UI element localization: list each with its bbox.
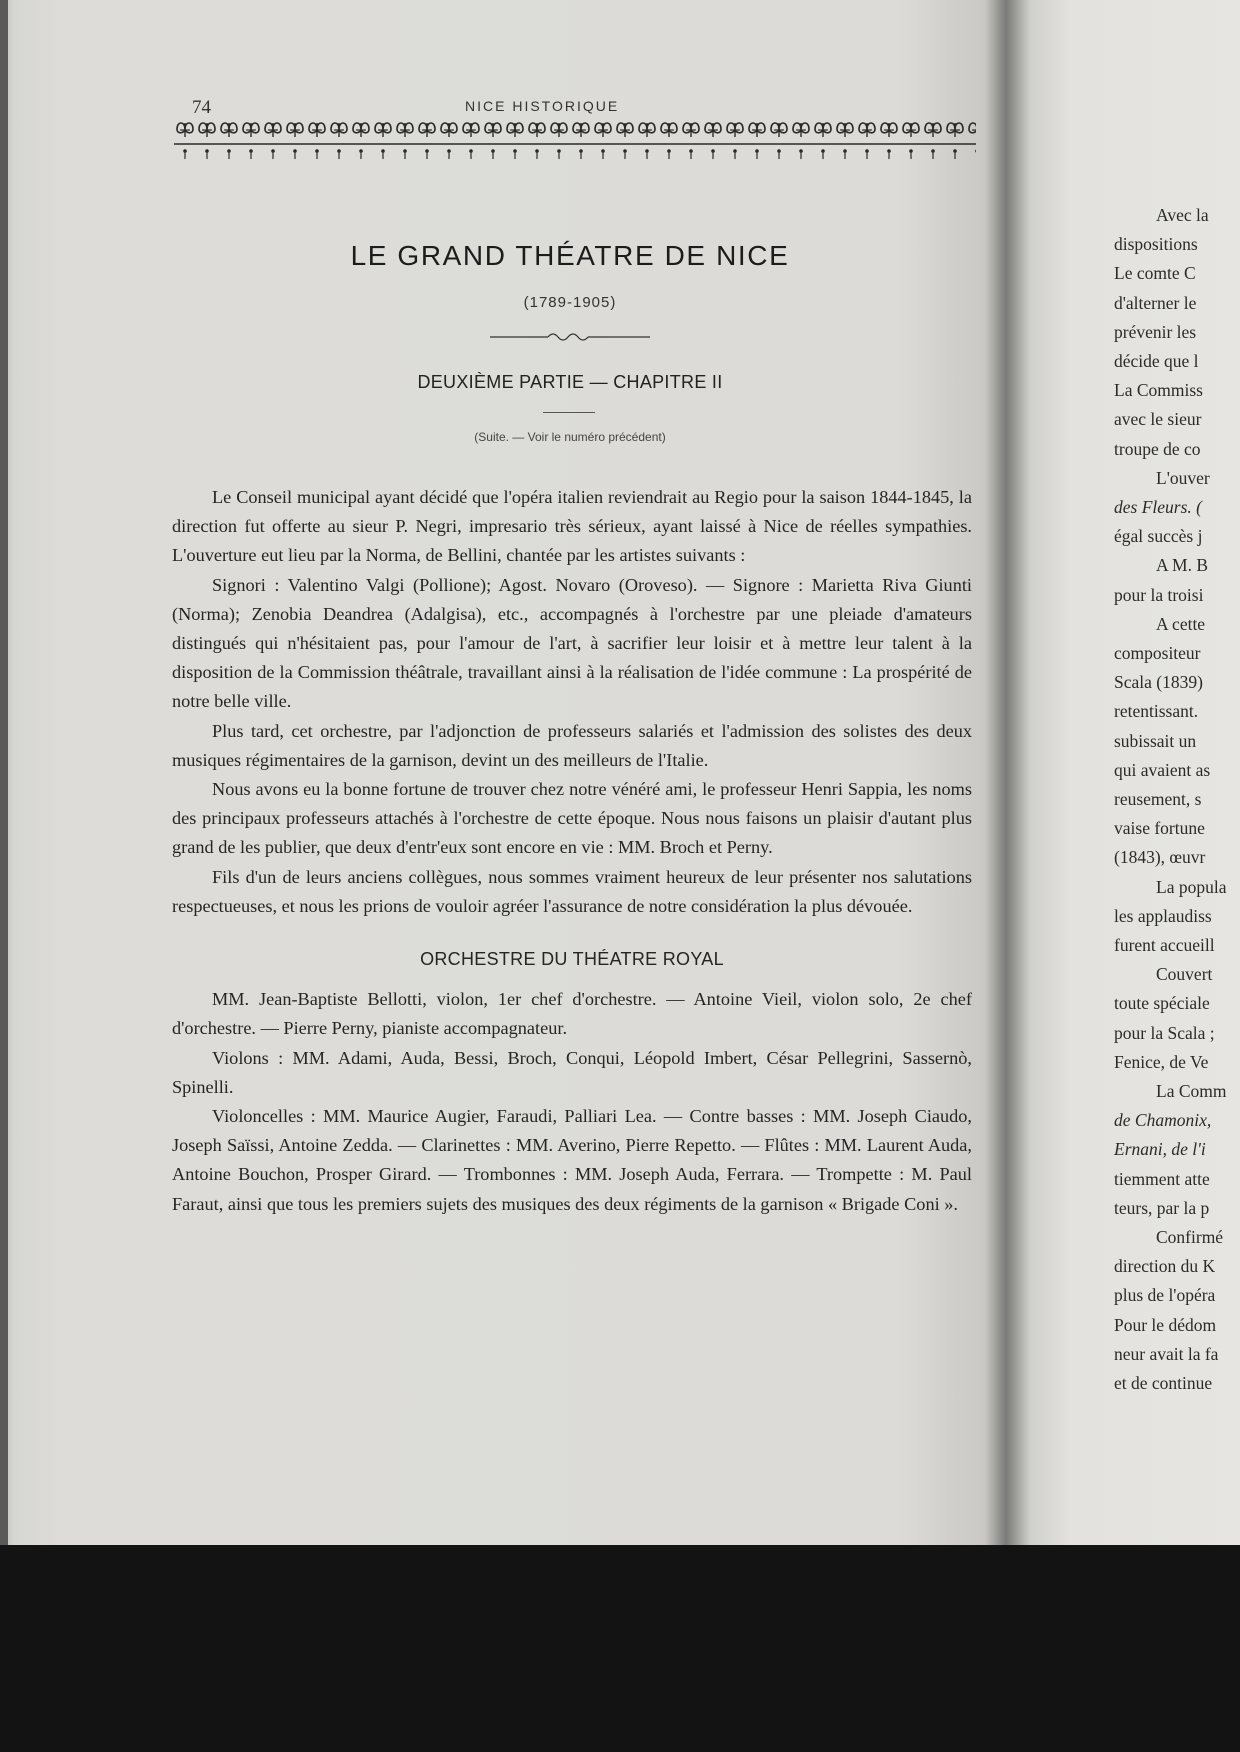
- facing-page-line: direction du K: [1114, 1256, 1216, 1277]
- orchestra-entry: Violons : MM. Adami, Auda, Bessi, Broch, Conqui, Léopold Imbert, César Pellegrini, Sassernò, Spinelli.: [172, 1047, 972, 1097]
- facing-page-line: les applaudiss: [1114, 905, 1212, 926]
- facing-page-line: pour la Scala ;: [1114, 1022, 1215, 1043]
- section-heading: ORCHESTRE DU THÉATRE ROYAL: [420, 949, 724, 970]
- running-head: [160, 93, 980, 119]
- paragraph: Nous avons eu la bonne fortune de trouver chez notre vénéré ami, le professeur Henri Sappia, les noms des principaux professeurs attachés à l'orchestre de cette époque. Nous nous faisons un plaisir d'autant plus grand de les publier, que deux d'entr'eux sont encore en vie : MM. Broch et Perny.: [172, 779, 972, 858]
- facing-page-line: teurs, par la p: [1114, 1197, 1210, 1218]
- facing-page-line: de Chamonix,: [1114, 1110, 1212, 1131]
- facing-page-line: tiemment atte: [1114, 1168, 1210, 1189]
- facing-page-line: compositeur: [1114, 643, 1201, 663]
- left-page: [160, 0, 980, 1545]
- facing-page-line: plus de l'opéra: [1114, 1285, 1216, 1306]
- facing-page-line: troupe de co: [1114, 438, 1201, 459]
- paragraph: Fils d'un de leurs anciens collègues, nous sommes vraiment heureux de leur présenter nos salutations respectueuses, et nous les prions de vouloir agréer l'assurance de notre considération la plus dévouée.: [172, 866, 972, 916]
- paragraph: Le Conseil municipal ayant décidé que l'opéra italien reviendrait au Regio pour la saison 1844-1845, la direction fut offerte au sieur P. Negri, impresario très sérieux, ayant laissé à Nice de réelles sympathies. L'ouverture eut lieu par la Norma, de Bellini, chantée par les artistes suivants :: [172, 487, 972, 566]
- orchestra-entry: MM. Jean-Baptiste Bellotti, violon, 1er chef d'orchestre. — Antoine Vieil, violon solo, 2e chef d'orchestre. — Pierre Perny, pianiste accompagnateur.: [172, 989, 972, 1039]
- short-rule: [543, 412, 595, 413]
- article-title: LE GRAND THÉATRE DE NICE: [350, 240, 790, 271]
- journal-title: NICE HISTORIQUE: [465, 98, 620, 114]
- paragraph: Plus tard, cet orchestre, par l'adjonction de professeurs salariés et l'admission des solistes des deux musiques régimentaires de la garnison, devint un des meilleurs de l'Italie.: [172, 720, 972, 770]
- facing-page-line: subissait un: [1114, 730, 1197, 751]
- facing-page-line: toute spéciale: [1114, 993, 1210, 1014]
- facing-page-line: Le comte C: [1114, 263, 1196, 284]
- facing-page-line: décide que l: [1114, 351, 1199, 371]
- facing-page-line: prévenir les: [1114, 321, 1197, 342]
- facing-page-line: Fenice, de Ve: [1114, 1051, 1209, 1072]
- facing-page-line: Ernani, de l'i: [1114, 1139, 1206, 1160]
- article-dates: (1789-1905): [523, 294, 617, 311]
- facing-page-line: retentissant.: [1114, 701, 1199, 722]
- facing-page-line: La Commiss: [1114, 380, 1203, 401]
- facing-page-line: Pour le dédom: [1114, 1314, 1217, 1335]
- facing-page-line: L'ouver: [1156, 467, 1210, 488]
- facing-page-line: Confirmé: [1156, 1227, 1224, 1247]
- facing-page-line: neur avait la fa: [1114, 1343, 1219, 1364]
- facing-page-line: pour la troisi: [1114, 584, 1204, 605]
- facing-page-line: La popula: [1156, 876, 1227, 897]
- facing-page-line: égal succès j: [1114, 526, 1203, 547]
- facing-page-line: qui avaient as: [1114, 759, 1211, 780]
- ornamental-border: [174, 119, 976, 165]
- page-number: 74: [192, 97, 211, 118]
- facing-page-line: d'alterner le: [1114, 292, 1197, 313]
- facing-page-line: avec le sieur: [1114, 409, 1202, 430]
- article-body: [172, 483, 972, 1219]
- facing-page-line: furent accueill: [1114, 935, 1215, 955]
- facing-page-line: Avec la: [1156, 205, 1209, 225]
- facing-page-line: vaise fortune: [1114, 818, 1205, 839]
- facing-page-line: Couvert: [1156, 964, 1213, 985]
- facing-page-line: (1843), œuvr: [1114, 847, 1206, 868]
- facing-page-line: A M. B: [1156, 555, 1209, 576]
- facing-page-line: La Comm: [1156, 1081, 1227, 1101]
- facing-page-line: dispositions: [1114, 234, 1198, 255]
- facing-page-line: reusement, s: [1114, 789, 1202, 809]
- continuation-note: (Suite. — Voir le numéro précédent): [474, 430, 666, 444]
- book-edge: [0, 0, 8, 1545]
- flourish-divider: [490, 330, 650, 344]
- part-heading: DEUXIÈME PARTIE — CHAPITRE II: [417, 372, 723, 392]
- facing-page-fragment: [1110, 205, 1240, 1505]
- facing-page-line: Scala (1839): [1114, 672, 1203, 693]
- facing-page-line: A cette: [1156, 613, 1206, 634]
- scan-background: [0, 1545, 1240, 1752]
- paragraph: Signori : Valentino Valgi (Pollione); Agost. Novaro (Oroveso). — Signore : Marietta Riva Giunti (Norma); Zenobia Deandrea (Adalgisa), etc., accompagnés à l'orchestre par une pleiade d'amateurs distingués qui n'hésitaient pas, pour l'amour de l'art, à sacrifier leur loisir et à mettre leur talent à la disposition de la Commission théâtrale, travaillant ainsi à la réalisation de l'idée commune : La prospérité de notre belle ville.: [172, 574, 972, 712]
- facing-page-line: des Fleurs. (: [1114, 497, 1202, 517]
- orchestra-entry: Violoncelles : MM. Maurice Augier, Faraudi, Palliari Lea. — Contre basses : MM. Joseph Ciaudo, Joseph Saïssi, Antoine Zedda. — Clarinettes : MM. Averino, Pierre Repetto. — Flûtes : MM. Laurent Auda, Antoine Bouchon, Prosper Girard. — Trombonnes : MM. Joseph Auda, Ferrara. — Trompette : M. Paul Faraut, ainsi que tous les premiers sujets des musiques des deux régiments de la garnison « Brigade Coni ».: [172, 1106, 972, 1214]
- facing-page-line: et de continue: [1114, 1373, 1213, 1393]
